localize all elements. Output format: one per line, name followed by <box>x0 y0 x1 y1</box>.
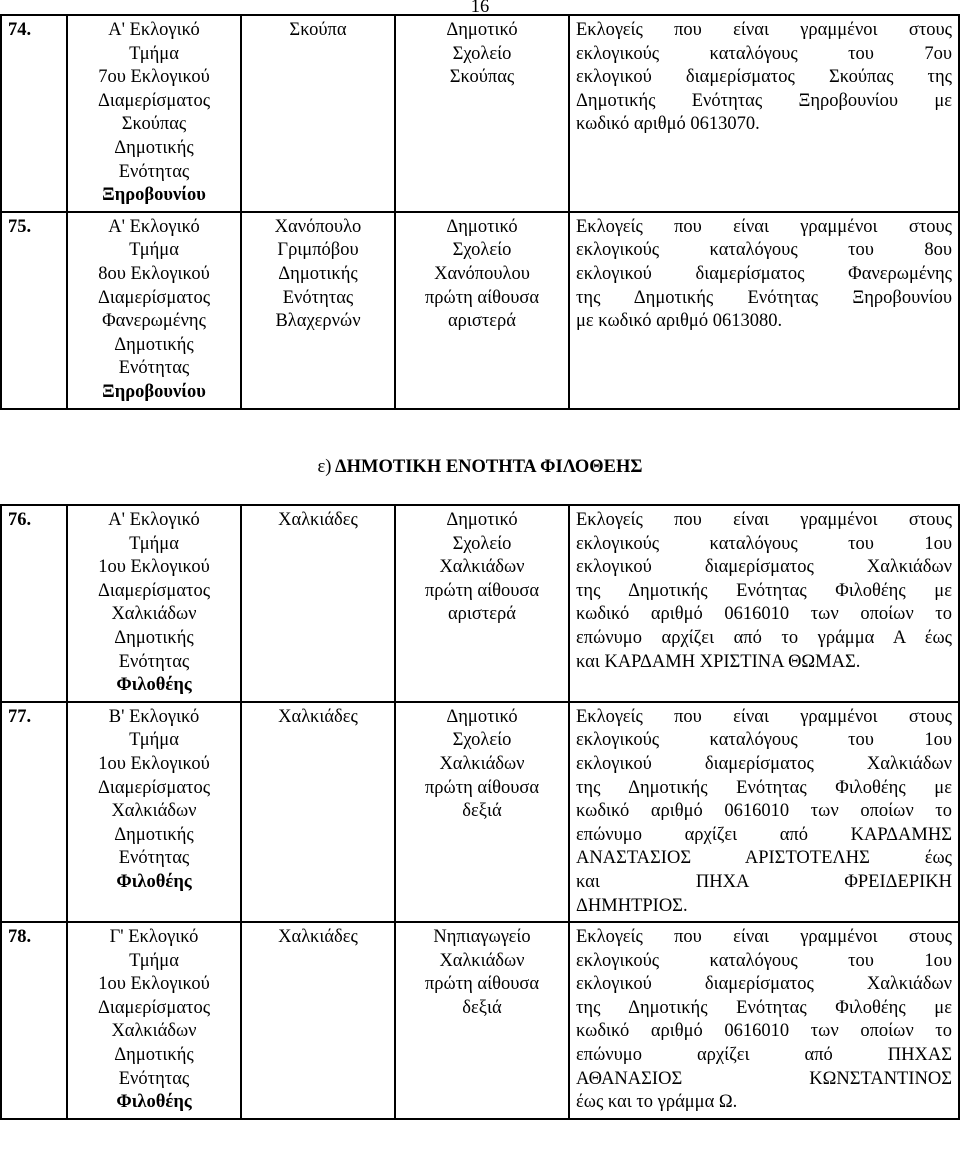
description-line: κωδικό αριθμό 0616010 των οποίων το <box>576 1021 952 1042</box>
voters-description-cell <box>569 702 959 922</box>
row-number: 77. <box>1 702 67 922</box>
section-cell <box>67 922 241 1119</box>
description-line: εκλογικούς καταλόγους του 8ου <box>576 240 952 261</box>
section-line: 7ου Εκλογικού <box>98 67 210 88</box>
location-cell <box>241 922 395 1119</box>
section-line: Διαμερίσματος <box>97 287 211 308</box>
polling-place-line: Δημοτικό <box>446 216 518 237</box>
section-cell <box>67 702 241 922</box>
section-line: 8ου Εκλογικού <box>98 263 210 284</box>
polling-table-top <box>0 14 960 410</box>
polling-place-line: Σχολείο <box>452 43 512 64</box>
polling-place-line: πρώτη αίθουσα <box>424 287 540 308</box>
description-line: εκλογικούς καταλόγους του 1ου <box>576 730 952 751</box>
location-line: Χαλκιάδες <box>278 706 358 727</box>
description-line: Εκλογείς που είναι γραμμένοι στους <box>576 20 952 40</box>
description-line: εκλογικού διαμερίσματος Χαλκιάδων <box>576 974 952 995</box>
polling-place-line: Δημοτικό <box>446 20 518 40</box>
description-line: Δημοτικής Ενότητας Ξηροβουνίου με <box>576 90 952 111</box>
section-line: 1ου Εκλογικού <box>98 753 210 774</box>
description-line: εκλογικού διαμερίσματος Χαλκιάδων <box>576 753 952 774</box>
description-line: επώνυμο αρχίζει από το γράμμα Α έως <box>576 627 952 648</box>
polling-place-line: Σκούπας <box>449 67 515 88</box>
voters-description-cell <box>569 922 959 1119</box>
location-line: Γριμπόβου <box>277 240 359 261</box>
section-line: Ενότητας <box>118 651 190 672</box>
voters-description-cell <box>569 212 959 409</box>
section-area-name: Φιλοθέης <box>116 1092 192 1113</box>
description-line: κωδικό αριθμό 0616010 των οποίων το <box>576 801 952 822</box>
description-line: της Δημοτικής Ενότητας Φιλοθέης με <box>576 997 952 1018</box>
description-line: και ΚΑΡΔΑΜΗ ΧΡΙΣΤΙΝΑ ΘΩΜΑΣ. <box>576 651 861 672</box>
polling-place-line: Σχολείο <box>452 240 512 261</box>
location-line: Βλαχερνών <box>275 311 361 332</box>
section-line: Α' Εκλογικό <box>108 216 200 237</box>
description-line: της Δημοτικής Ενότητας Φιλοθέης με <box>576 777 952 798</box>
polling-place-line: Σχολείο <box>452 730 512 751</box>
section-area-name: Φιλοθέης <box>116 675 192 696</box>
description-line: έως και το γράμμα Ω. <box>576 1092 738 1113</box>
section-line: Διαμερίσματος <box>97 580 211 601</box>
section-line: Χαλκιάδων <box>111 801 197 822</box>
page-number: 16 <box>470 0 490 17</box>
section-area-name: Ξηροβουνίου <box>102 185 206 206</box>
description-line: επώνυμο αρχίζει από ΚΑΡΔΑΜΗΣ <box>576 824 952 845</box>
section-cell <box>67 505 241 702</box>
description-line: της Δημοτικής Ενότητας Ξηροβουνίου <box>576 287 952 308</box>
polling-place-line: πρώτη αίθουσα <box>424 580 540 601</box>
voters-description-cell <box>569 15 959 212</box>
section-line: Δημοτικής <box>114 627 194 648</box>
section-line: Τμήμα <box>129 43 179 64</box>
section-line: Δημοτικής <box>114 334 194 355</box>
section-line: Φανερωμένης <box>102 311 206 332</box>
description-line: εκλογικού διαμερίσματος Σκούπας της <box>576 67 952 88</box>
table-row <box>1 505 959 702</box>
section-line: Τμήμα <box>129 240 179 261</box>
description-line: Εκλογείς που είναι γραμμένοι στους <box>576 216 952 237</box>
section-line: Ενότητας <box>118 161 190 182</box>
location-line: Χαλκιάδες <box>278 510 358 530</box>
description-line: εκλογικούς καταλόγους του 7ου <box>576 43 952 64</box>
section-line: Διαμερίσματος <box>97 997 211 1018</box>
description-line: με κωδικό αριθμό 0613080. <box>576 311 783 332</box>
row-number: 78. <box>1 922 67 1119</box>
location-line: Χανόπουλο <box>274 216 362 237</box>
location-line: Ενότητας <box>282 287 354 308</box>
description-line: ΑΝΑΣΤΑΣΙΟΣ ΑΡΙΣΤΟΤΕΛΗΣ έως <box>576 848 952 869</box>
polling-place-line: Δημοτικό <box>446 706 518 727</box>
location-cell <box>241 15 395 212</box>
section-line: 1ου Εκλογικού <box>98 557 210 578</box>
table-row <box>1 922 959 1119</box>
description-line: εκλογικού διαμερίσματος Φανερωμένης <box>576 263 952 284</box>
section-line: Τμήμα <box>129 950 179 971</box>
polling-place-line: Χαλκιάδων <box>439 557 525 578</box>
polling-place-line: Σχολείο <box>452 533 512 554</box>
polling-place-cell <box>395 15 569 212</box>
section-line: Ενότητας <box>118 1068 190 1089</box>
polling-place-line: πρώτη αίθουσα <box>424 777 540 798</box>
polling-place-cell <box>395 922 569 1119</box>
description-line: κωδικό αριθμό 0616010 των οποίων το <box>576 604 952 625</box>
description-line: εκλογικούς καταλόγους του 1ου <box>576 533 952 554</box>
section-line: Διαμερίσματος <box>97 777 211 798</box>
description-line: κωδικό αριθμό 0613070. <box>576 114 760 135</box>
description-line: ΔΗΜΗΤΡΙΟΣ. <box>576 895 688 916</box>
row-number: 75. <box>1 212 67 409</box>
section-line: 1ου Εκλογικού <box>98 974 210 995</box>
section-line: Δημοτικής <box>114 137 194 158</box>
polling-place-line: Χανόπουλου <box>434 263 530 284</box>
location-line: Χαλκιάδες <box>278 927 358 948</box>
section-line: Διαμερίσματος <box>97 90 211 111</box>
section-cell <box>67 15 241 212</box>
polling-place-line: πρώτη αίθουσα <box>424 974 540 995</box>
polling-place-cell <box>395 505 569 702</box>
section-line: Ενότητας <box>118 358 190 379</box>
location-cell <box>241 505 395 702</box>
description-line: εκλογικού διαμερίσματος Χαλκιάδων <box>576 557 952 578</box>
polling-place-line: αριστερά <box>447 604 516 625</box>
description-line: Εκλογείς που είναι γραμμένοι στους <box>576 706 952 727</box>
section-line: Β' Εκλογικό <box>108 706 200 727</box>
section-line: Ενότητας <box>118 848 190 869</box>
description-line: και ΠΗΧΑ ΦΡΕΙΔΕΡΙΚΗ <box>576 871 952 892</box>
polling-place-line: αριστερά <box>447 311 516 332</box>
section-line: Σκούπας <box>121 114 187 135</box>
section-area-name: Ξηροβουνίου <box>102 381 206 402</box>
section-line: Τμήμα <box>129 533 179 554</box>
polling-place-line: Χαλκιάδων <box>439 753 525 774</box>
polling-place-line: δεξιά <box>462 997 502 1018</box>
polling-place-cell <box>395 212 569 409</box>
section-heading <box>0 456 960 480</box>
polling-place-line: Χαλκιάδων <box>439 950 525 971</box>
description-line: ΑΘΑΝΑΣΙΟΣ ΚΩΝΣΤΑΝΤΙΝΟΣ <box>576 1068 952 1089</box>
section-line: Α' Εκλογικό <box>108 20 200 40</box>
description-line: Εκλογείς που είναι γραμμένοι στους <box>576 510 952 530</box>
table-row <box>1 15 959 212</box>
location-cell <box>241 212 395 409</box>
section-heading-prefix: ε) <box>317 457 332 477</box>
description-line: εκλογικούς καταλόγους του 1ου <box>576 950 952 971</box>
polling-place-line: δεξιά <box>462 801 502 822</box>
location-line: Σκούπα <box>289 20 347 40</box>
description-line: Εκλογείς που είναι γραμμένοι στους <box>576 927 952 948</box>
section-heading-title: ΔΗΜΟΤΙΚΗ ΕΝΟΤΗΤΑ ΦΙΛΟΘΕΗΣ <box>335 457 643 477</box>
table-row <box>1 702 959 922</box>
location-cell <box>241 702 395 922</box>
table-row <box>1 212 959 409</box>
section-line: Χαλκιάδων <box>111 1021 197 1042</box>
section-line: Α' Εκλογικό <box>108 510 200 530</box>
row-number: 76. <box>1 505 67 702</box>
section-cell <box>67 212 241 409</box>
description-line: επώνυμο αρχίζει από ΠΗΧΑΣ <box>576 1045 952 1066</box>
location-line: Δημοτικής <box>278 263 358 284</box>
polling-place-line: Νηπιαγωγείο <box>433 927 531 948</box>
polling-table-bottom <box>0 504 960 1120</box>
description-line: της Δημοτικής Ενότητας Φιλοθέης με <box>576 580 952 601</box>
section-line: Χαλκιάδων <box>111 604 197 625</box>
section-area-name: Φιλοθέης <box>116 871 192 892</box>
polling-place-line: Δημοτικό <box>446 510 518 530</box>
voters-description-cell <box>569 505 959 702</box>
row-number: 74. <box>1 15 67 212</box>
polling-place-cell <box>395 702 569 922</box>
section-line: Δημοτικής <box>114 824 194 845</box>
section-line: Τμήμα <box>129 730 179 751</box>
section-line: Δημοτικής <box>114 1045 194 1066</box>
section-line: Γ' Εκλογικό <box>109 927 199 948</box>
